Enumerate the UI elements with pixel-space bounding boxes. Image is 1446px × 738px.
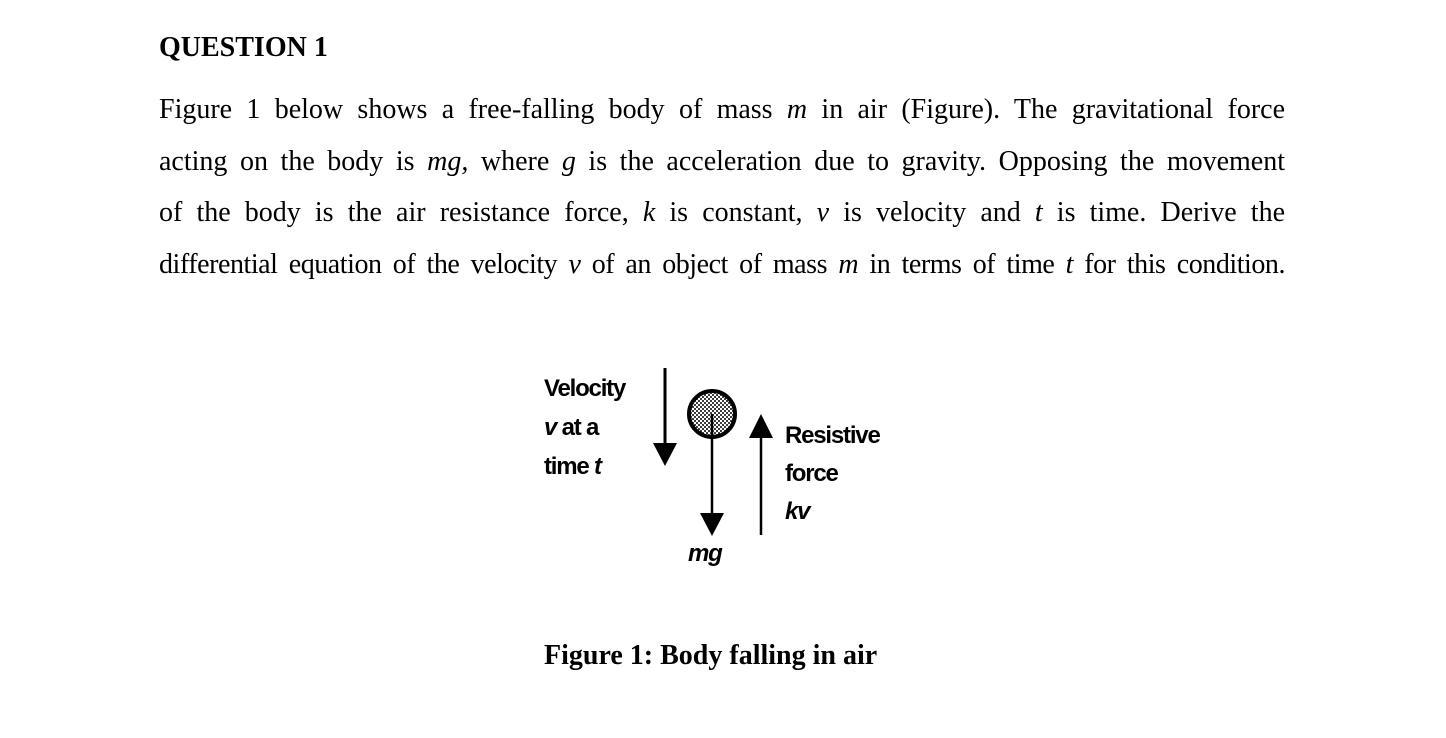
velocity-label-line-1: Velocity	[544, 375, 626, 402]
paragraph-line-2	[159, 136, 1285, 188]
text-run: in terms of time	[858, 248, 1066, 280]
var-mg: mg	[688, 540, 722, 567]
var-m: m	[786, 94, 808, 125]
text-run: is time. Derive the	[1042, 197, 1285, 228]
velocity-label-line-2	[544, 414, 625, 442]
resistive-label-line-1: Resistive	[785, 422, 880, 449]
text-run: of the body is the air resistance force,	[159, 197, 643, 228]
text-run: at a	[556, 414, 599, 441]
question-paragraph	[159, 84, 1285, 290]
text-run: where	[468, 145, 562, 177]
text-run: is velocity and	[829, 197, 1035, 228]
var-t: t	[1034, 197, 1043, 228]
var-m: m	[838, 248, 859, 280]
var-kv: kv	[785, 498, 810, 525]
resistive-label-line-2: force	[785, 460, 838, 487]
text-run: is the acceleration due to gravity. Opposing the movement	[575, 145, 1286, 177]
text-run: time	[544, 453, 595, 480]
var-t: t	[594, 453, 601, 480]
velocity-label	[544, 375, 625, 481]
resistive-force-arrow-icon	[749, 414, 773, 535]
var-v: v	[568, 248, 581, 280]
var-mg: mg,	[427, 145, 469, 177]
var-v: v	[816, 197, 830, 228]
paragraph-line-1	[159, 84, 1285, 136]
figure-caption: Figure 1: Body falling in air	[544, 640, 878, 671]
var-g: g	[561, 145, 576, 177]
text-run: in air (Figure). The gravitational force	[807, 94, 1285, 125]
text-run: of an object of mass	[580, 248, 839, 280]
paragraph-line-4	[159, 239, 1285, 291]
resistive-force-label	[785, 422, 880, 526]
text-run: acting on the body is	[159, 145, 428, 177]
question-heading: QUESTION 1	[159, 32, 328, 63]
paragraph-line-3	[159, 187, 1285, 239]
text-run: is constant,	[655, 197, 817, 228]
falling-body-figure	[500, 350, 950, 600]
var-k: k	[642, 197, 656, 228]
var-v: v	[544, 414, 557, 441]
text-run: Figure 1 below shows a free-falling body of mass	[159, 94, 787, 125]
resistive-label-line-3	[785, 498, 880, 526]
text-run: for this condition.	[1073, 248, 1286, 280]
velocity-label-line-3	[544, 453, 625, 481]
velocity-arrow-icon	[653, 368, 677, 466]
weight-label	[688, 540, 722, 568]
var-t: t	[1065, 248, 1073, 280]
text-run: differential equation of the velocity	[159, 248, 569, 280]
